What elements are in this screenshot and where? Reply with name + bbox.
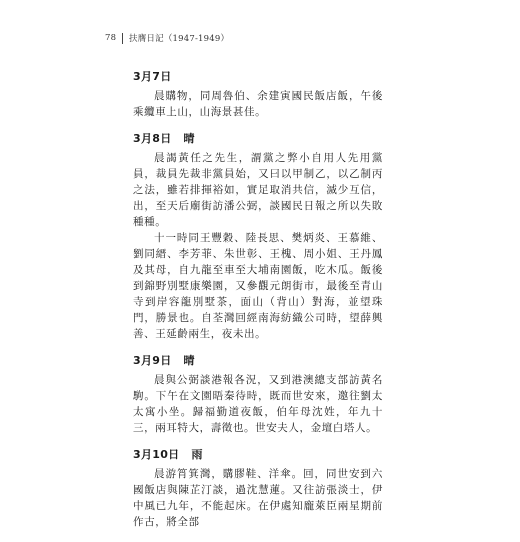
entry-weather: 雨 <box>191 448 203 461</box>
entry-heading <box>133 448 383 462</box>
entry-heading <box>133 70 383 84</box>
entry-paragraph: 晨與公弼談港報各況，又到港澳總支部訪黃名駒。下午在文園晤秦待時，既而世安來，邀往劉太太寓小坐。歸福勤道夜飯，伯年母沈姓，年九十三，兩耳特大，壽徵也。世安夫人，金壇白塔人。 <box>133 374 383 434</box>
diary-entry <box>133 354 383 436</box>
entry-date: 3月7日 <box>133 70 172 83</box>
entry-paragraph: 十一時同王豐穀、陸長思、樊炳炎、王慕維、劉同縉、李芳菲、朱世彰、王槐、周小姐、王丹鳳及其母，自九龍至車至大埔南園飯，吃木瓜。飯後到錦野別墅康樂園，又參觀元朗街市，最後至青山寺到岸容龍別墅茶，面山（背山）對海，並望珠門，勝景也。自荃灣回經南海紡織公司時，望薛興善、王延齡兩生，夜未出。 <box>133 232 383 340</box>
header-divider <box>122 33 123 44</box>
page-number: 78 <box>105 33 117 43</box>
diary-entry <box>133 132 383 342</box>
entry-weather: 晴 <box>183 354 195 367</box>
running-head <box>105 32 229 44</box>
entry-weather: 晴 <box>183 132 195 145</box>
entry-paragraph: 晨謁黃任之先生，謂黨之弊小自用人先用黨員，裁員先裁非黨員始，又曰以甲制乙，以乙制丙之法，雖若排揮裕如，實足取消共信，滅少互信，出，至天后廟街訪潘公弼，談國民日報之所以失敗種種。 <box>133 152 383 228</box>
entry-paragraph: 晨購物，同周魯伯、余建寅國民飯店飯，午後乘纜車上山，山海景甚佳。 <box>133 90 383 118</box>
entry-paragraph: 晨游筲箕灣，購膠鞋、洋傘。回，同世安到六國飯店與陳芷汀談，過沈慧蓮。又往訪張淡士，伊中風已九年，不能起床。在伊處知龐萊臣兩星期前作古，將全部 <box>133 468 383 528</box>
entry-heading <box>133 354 383 368</box>
diary-entry <box>133 70 383 120</box>
entry-date: 3月10日 <box>133 448 180 461</box>
entry-heading <box>133 132 383 146</box>
book-title: 扶膺日記（1947-1949） <box>129 34 230 44</box>
diary-entries <box>133 70 383 542</box>
diary-entry <box>133 448 383 530</box>
entry-date: 3月8日 <box>133 132 172 145</box>
entry-date: 3月9日 <box>133 354 172 367</box>
